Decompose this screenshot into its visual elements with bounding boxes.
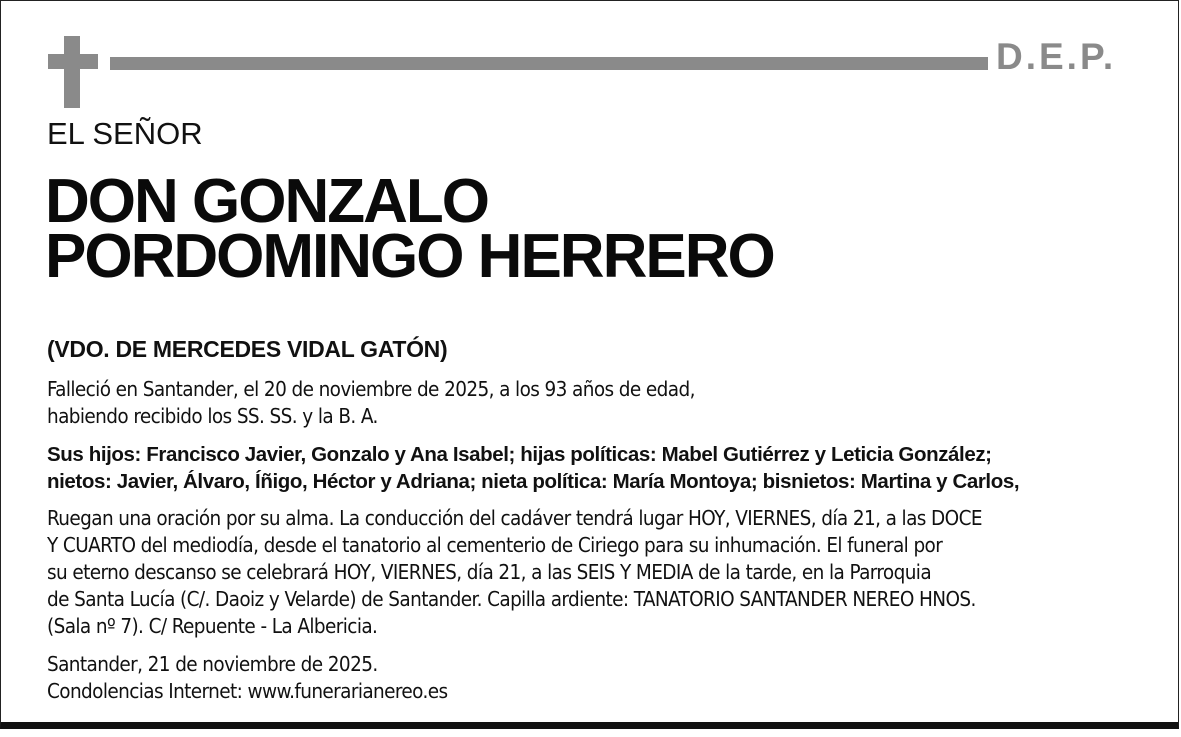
widower-of: (VDO. DE MERCEDES VIDAL GATÓN) [47,336,448,362]
family-list [47,441,1019,495]
cross-horizontal-bar [48,54,98,69]
prayer-line: Y CUARTO del mediodía, desde el tanatorio al cementerio de Ciriego para su inhumación. El funeral por [47,533,943,557]
place-date: Santander, 21 de noviembre de 2025. [47,652,378,676]
title-prefix: EL SEÑOR [47,116,203,151]
death-notice-line: habiendo recibido los SS. SS. y la B. A. [47,404,378,428]
family-line: nietos: Javier, Álvaro, Íñigo, Héctor y Adriana; nieta política: María Montoya; bisnietos: Martina y Carlos, [47,470,1020,493]
death-notice-line: Falleció en Santander, el 20 de noviembre de 2025, a los 93 años de edad, [47,377,695,401]
cross-vertical-bar [64,36,80,108]
prayer-line: (Sala nº 7). C/ Repuente - La Albericia. [47,614,378,638]
prayer-line: de Santa Lucía (C/. Daoiz y Velarde) de Santander. Capilla ardiente: TANATORIO SANTANDER NEREO HNOS. [47,587,976,611]
condolences-link: Condolencias Internet: www.funerarianereo.es [47,679,448,703]
prayer-line: Ruegan una oración por su alma. La conducción del cadáver tendrá lugar HOY, VIERNES, día 21, a las DOCE [47,506,982,530]
prayer-and-funeral-details [47,505,982,640]
family-line: Sus hijos: Francisco Javier, Gonzalo y Ana Isabel; hijas políticas: Mabel Gutiérrez y Leticia González; [47,443,992,466]
footer [47,651,448,705]
header-rule [110,57,988,70]
prayer-line: su eterno descanso se celebrará HOY, VIERNES, día 21, a las SEIS Y MEDIA de la tarde, en la Parroquia [47,560,932,584]
dep-label: D.E.P. [996,36,1117,77]
deceased-name-line2: PORDOMINGO HERRERO [45,222,774,291]
deceased-name-line1: DON GONZALO [45,167,488,236]
death-notice [47,376,695,430]
